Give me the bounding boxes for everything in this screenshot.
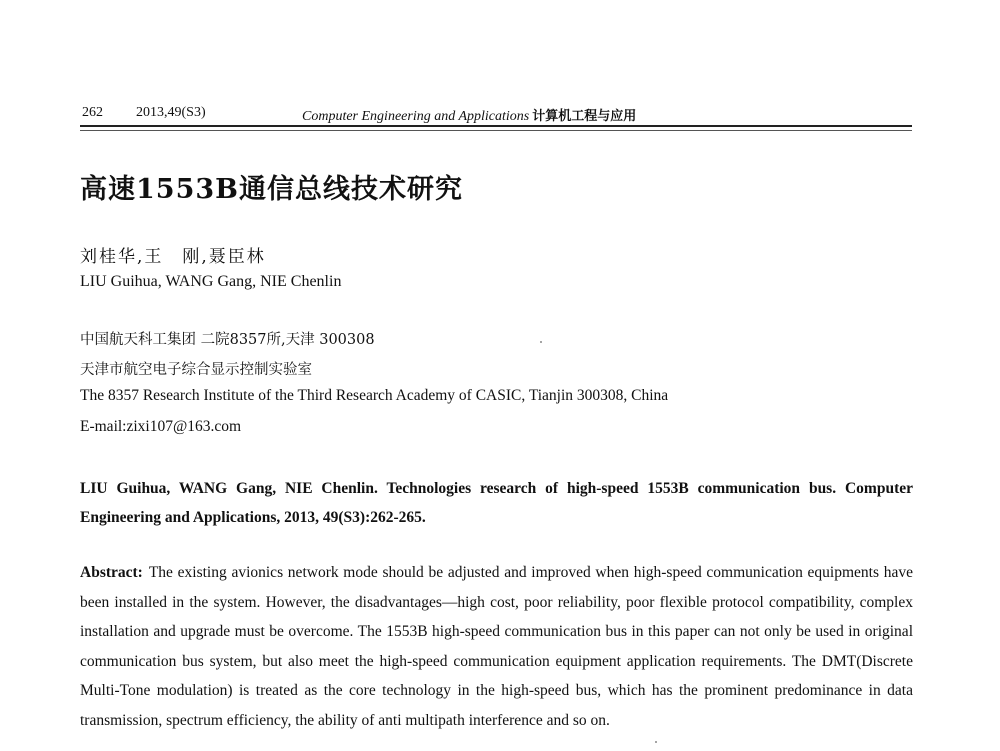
header-rule-thick [80,125,912,127]
abstract-label: Abstract: [80,564,143,581]
citation: LIU Guihua, WANG Gang, NIE Chenlin. Technologies research of high-speed 1553B communication bus. Computer Engineering and Applications, 2013, 49(S3):262-265. [80,480,913,526]
volume-issue: 2013,49(S3) [136,105,206,120]
journal-name [302,105,636,125]
header-rule-thin [80,130,912,131]
paper-title: 高速1553B通信总线技术研究 [80,174,463,205]
author-email: E-mail:zixi107@163.com [80,418,242,435]
journal-name-en: Computer Engineering and Applications [302,109,530,124]
affiliation-cn-line2: 天津市航空电子综合显示控制实验室 [80,362,312,378]
authors-cn: 刘桂华,王 刚,聂臣林 [80,247,266,267]
abstract [80,558,913,735]
affiliation-en: The 8357 Research Institute of the Third Research Academy of CASIC, Tianjin 300308, China [80,387,669,404]
authors-en: LIU Guihua, WANG Gang, NIE Chenlin [80,273,342,290]
journal-name-cn: 计算机工程与应用 [532,109,637,124]
abstract-text: The existing avionics network mode should be adjusted and improved when high-speed communication equipments have been installed in the system. However, the disadvantages—high cost, poor reliability, poor flexible protocol compatibility, complex installation and upgrade must be overcome. The 1553B high-speed communication bus in this paper can not only be used in original communication bus system, but also meet the high-speed communication equipment application requirements. The DMT(Discrete Multi-Tone modulation) is treated as the core technology in the high-speed bus, which has the prominent predominance in data transmission, spectrum efficiency, the ability of anti multipath interference and so on. [80,564,913,729]
scan-speck [655,741,657,743]
scan-speck [540,341,542,343]
running-header [80,101,912,125]
page-number: 262 [82,105,103,120]
affiliation-cn-line1: 中国航天科工集团 二院8357所,天津 300308 [80,332,375,348]
